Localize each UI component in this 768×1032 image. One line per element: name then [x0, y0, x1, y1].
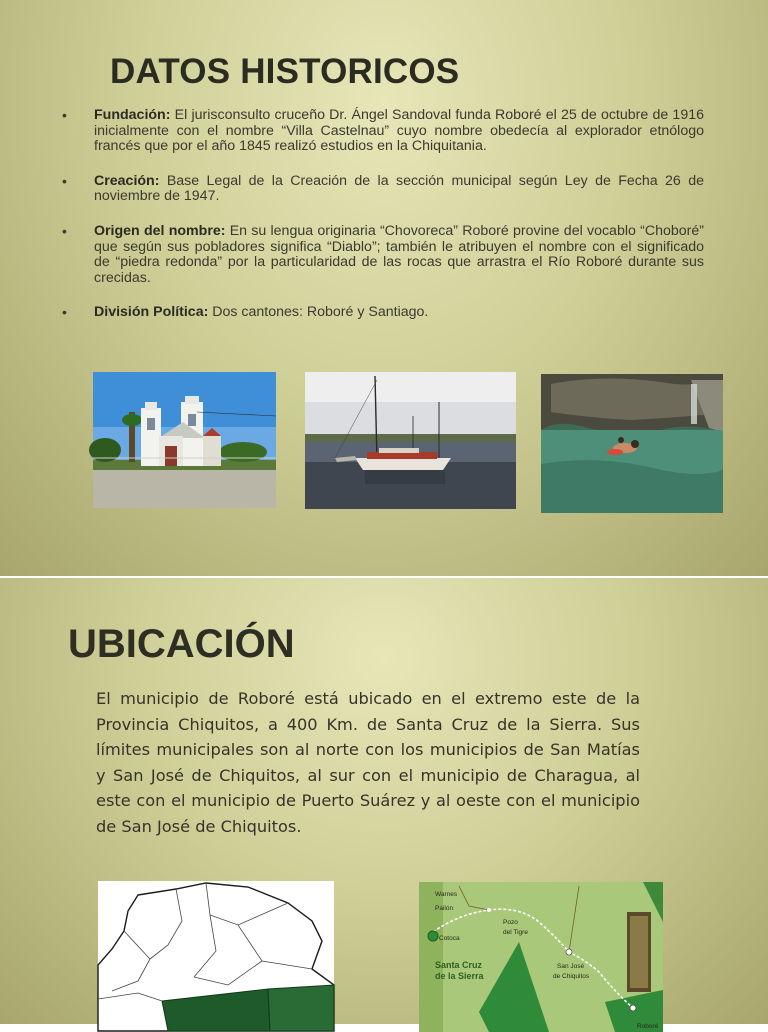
- map-label-pozo: Pozo: [503, 919, 518, 926]
- slide-title: DATOS HISTORICOS: [110, 52, 460, 91]
- church-photo: [93, 372, 276, 508]
- bolivia-outline-map: [98, 881, 334, 1031]
- bullet-term: Origen del nombre:: [94, 222, 226, 239]
- map-label-cotoca: Cotoca: [439, 935, 460, 942]
- bullet-term: División Política:: [94, 304, 209, 321]
- boats-photo: [305, 372, 516, 509]
- map-label-warnes: Warnes: [435, 891, 458, 898]
- bullet-list: [62, 108, 704, 321]
- bullet-text: Dos cantones: Roboré y Santiago.: [208, 304, 429, 321]
- map-label-santa-cruz: Santa Cruz: [435, 960, 483, 970]
- bullet-term: Creación:: [94, 172, 160, 189]
- bullet-term: Fundación:: [94, 107, 171, 123]
- slide-title: UBICACIÓN: [68, 622, 295, 666]
- bullet-creacion: [62, 174, 704, 205]
- map-label-de-chiquitos: de Chiquitos: [553, 973, 590, 980]
- route-map: [419, 882, 663, 1032]
- location-paragraph: El municipio de Roboré está ubicado en el extremo este de la Provincia Chiquitos, a 400 Km. de Santa Cruz de la Sierra. Sus límites municipales son al norte con los municipios de San Matías y San José de Chiquitos, al sur con el municipio de Charagua, al este con el municipio de Puerto Suárez y al oeste con el municipio de San José de Chiquitos.: [96, 689, 640, 836]
- bullet-fundacion: [62, 108, 704, 155]
- map-label-de-la-sierra: de la Sierra: [435, 971, 484, 981]
- map-label-del-tigre: del Tigre: [503, 929, 528, 936]
- map-label-robore: Roboré: [637, 1023, 659, 1030]
- swimmers-photo: [541, 374, 723, 513]
- map-label-pailon: Pailón: [435, 905, 454, 912]
- bullet-division: [62, 305, 704, 321]
- slide-ubicacion: [0, 578, 768, 1030]
- map-label-san-jose: San José: [557, 963, 585, 970]
- bullet-text: En su lengua originaria “Chovoreca” Roboré provine del vocablo “Choboré” que según sus pobladores significa “Diablo”; también le atribuyen el nombre con el significado de “piedra redonda” por la particularidad de las rocas que arrastra el Río Roboré durante sus crecidas.: [94, 222, 704, 286]
- bullet-origen: [62, 224, 704, 286]
- bullet-text: El jurisconsulto cruceño Dr. Ángel Sandoval funda Roboré el 25 de octubre de 1916 inicialmente con el nombre “Villa Castelnau” cuyo nombre obedecía al explorador etnólogo francés que por el año 1845 realizó estudios en la Chiquitania.: [94, 107, 704, 155]
- bullet-text: Base Legal de la Creación de la sección municipal según Ley de Fecha 26 de noviembre de 1947.: [94, 172, 704, 205]
